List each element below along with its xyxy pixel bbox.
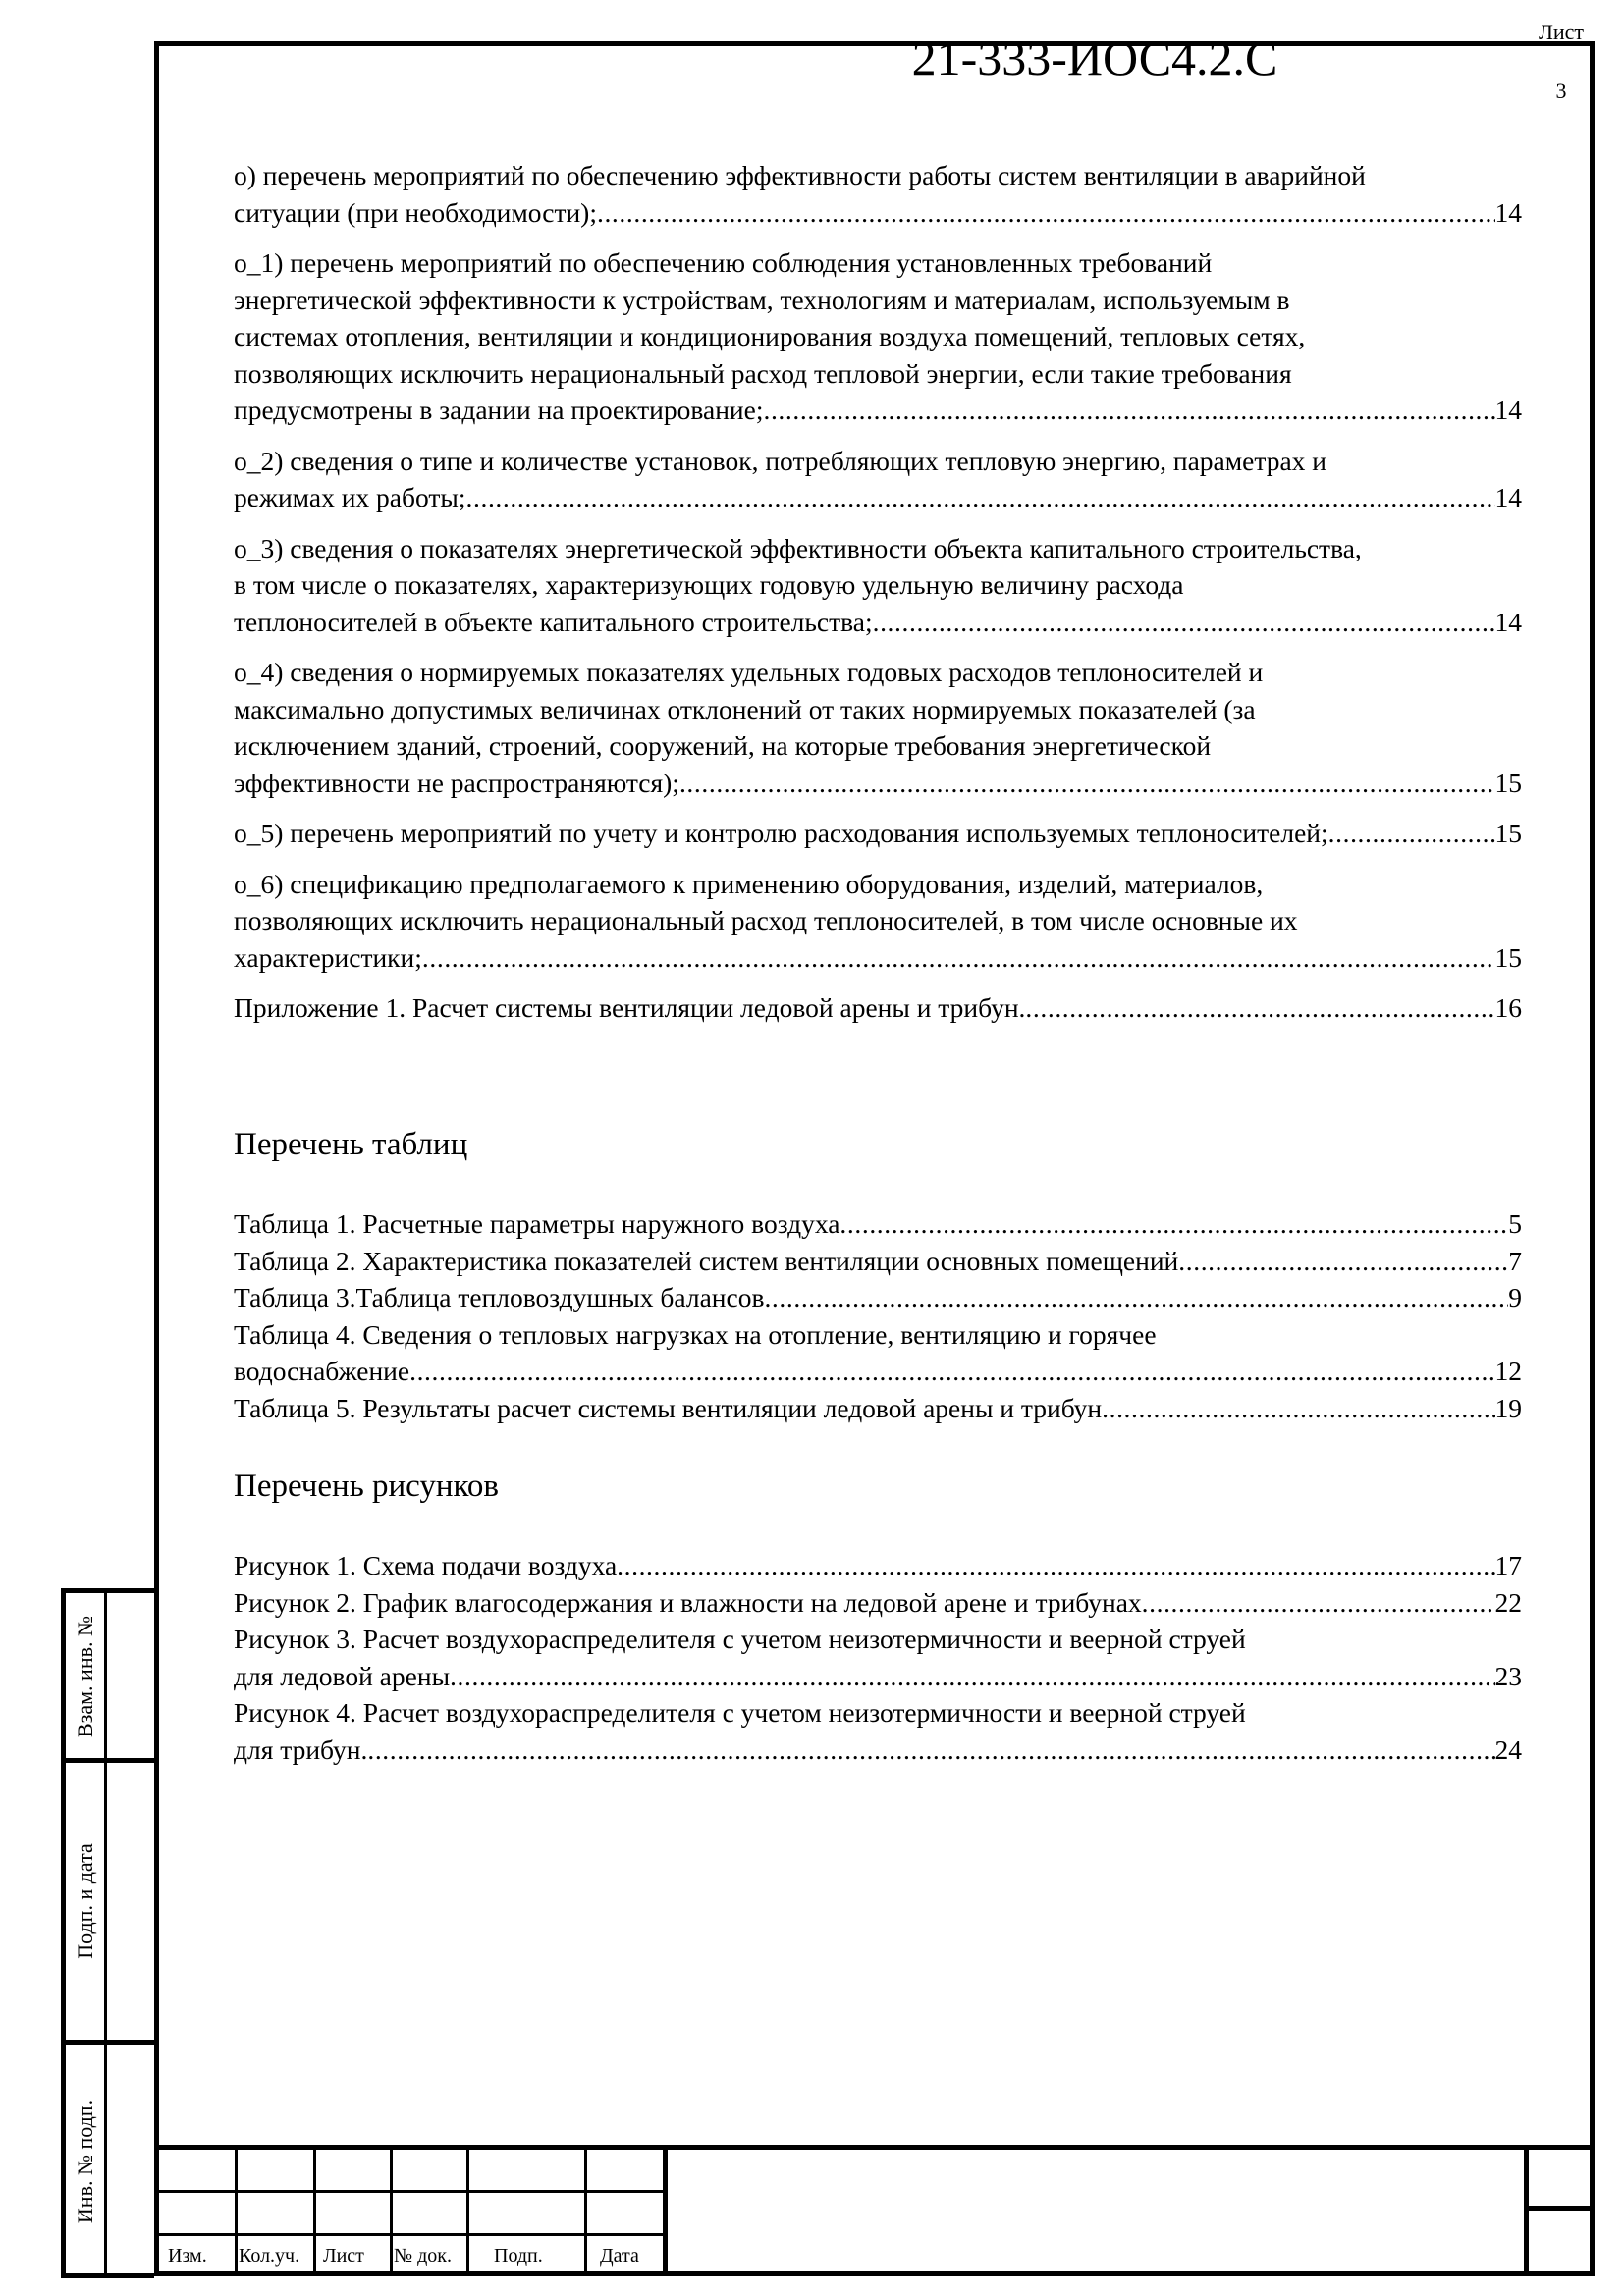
leader-dots — [679, 765, 1495, 802]
table-entry — [234, 1243, 1522, 1280]
toc-entry-title: о_5) перечень мероприятий по учету и контролю расходования используемых теплоносителей; — [234, 818, 1328, 848]
leader-dots — [839, 1205, 1508, 1243]
toc-entry-title: ситуации (при необходимости); — [234, 196, 597, 228]
table-entry — [234, 1205, 1522, 1243]
leader-dots — [1142, 1584, 1495, 1622]
leader-dots — [422, 939, 1495, 977]
table-entry-line: Таблица 4. Сведения о тепловых нагрузках на отопление, вентиляцию и горячее — [234, 1318, 1157, 1350]
col-izm: Изм. — [168, 2245, 207, 2267]
toc-entry-page: 15 — [1494, 941, 1522, 973]
leader-dots — [466, 479, 1495, 516]
side-label-podp: Подп. и дата — [72, 1843, 97, 1959]
table-entry-title: Таблица 3.Таблица тепловоздушных балансов — [234, 1282, 765, 1312]
toc-entry-line: о_4) сведения о нормируемых показателях удельных годовых расходов теплоносителей и — [234, 657, 1264, 687]
toc-entry — [234, 530, 1522, 641]
leader-dots — [597, 194, 1495, 232]
toc-entry-line: о_2) сведения о типе и количестве установок, потребляющих тепловую энергию, параметрах и — [234, 445, 1327, 476]
toc-entry-page: 16 — [1494, 992, 1522, 1023]
leader-dots — [409, 1353, 1494, 1390]
col-kolu: Кол.уч. — [239, 2245, 300, 2267]
toc-entry-line: исключением зданий, строений, сооружений, на которые требования энергетической — [234, 730, 1212, 761]
toc-entry-page: 14 — [1494, 606, 1522, 637]
side-cell-vzam — [66, 1593, 154, 1760]
figure-entry-title: Рисунок 2. График влагосодержания и влажности на ледовой арене и трибунах — [234, 1586, 1142, 1618]
table-entry-title: Таблица 1. Расчетные параметры наружного воздуха — [234, 1208, 840, 1239]
toc-entry-line: о) перечень мероприятий по обеспечению эффективности работы систем вентиляции в аварийной — [234, 160, 1366, 190]
figure-entry-line: Рисунок 3. Расчет воздухораспределителя с учетом неизотермичности и веерной струей — [234, 1624, 1246, 1654]
toc-entry-page: 14 — [1494, 395, 1522, 425]
figure-entry-line: Рисунок 4. Расчет воздухораспределителя с учетом неизотермичности и веерной струей — [234, 1697, 1246, 1728]
figure-entry — [234, 1621, 1522, 1694]
sheet-number: 3 — [1555, 79, 1567, 103]
leader-dots — [1102, 1390, 1494, 1427]
toc-entry — [234, 815, 1522, 852]
figure-entry-title: для ледовой арены — [234, 1660, 451, 1691]
toc-entry-title: теплоносителей в объекте капитального строительства; — [234, 606, 873, 637]
table-entry-title: водоснабжение — [234, 1356, 410, 1386]
toc-entry-line: системах отопления, вентиляции и кондиционирования воздуха помещений, тепловых сетях, — [234, 321, 1306, 351]
toc-entry-line: о_3) сведения о показателях энергетической эффективности объекта капитального строительства, — [234, 532, 1362, 563]
toc-entry-line: о_6) спецификацию предполагаемого к применению оборудования, изделий, материалов, — [234, 868, 1264, 899]
toc-entry — [234, 443, 1522, 516]
toc-entry — [234, 244, 1522, 429]
toc-entry-page: 14 — [1494, 196, 1522, 228]
leader-dots — [450, 1658, 1494, 1695]
toc-entry — [234, 989, 1522, 1027]
table-entry-page: 19 — [1494, 1392, 1522, 1423]
col-list: Лист — [323, 2245, 364, 2267]
table-entry — [234, 1390, 1522, 1427]
document-code: 21-333-ИОС4.2.С — [911, 30, 1278, 85]
col-ndok: № док. — [394, 2245, 452, 2267]
figure-entry-page: 24 — [1494, 1734, 1522, 1765]
toc-entry-title: режимах их работы; — [234, 482, 466, 512]
table-entry — [234, 1279, 1522, 1316]
toc-entry-line: в том числе о показателях, характеризующих годовую удельную величину расхода — [234, 569, 1184, 600]
figure-entry — [234, 1547, 1522, 1584]
toc-entry — [234, 866, 1522, 977]
toc-entry-page: 15 — [1494, 767, 1522, 798]
figure-entry — [234, 1694, 1522, 1768]
table-entry-page: 12 — [1494, 1356, 1522, 1386]
table-entry-page: 9 — [1508, 1282, 1522, 1312]
toc-entry-title: Приложение 1. Расчет системы вентиляции ледовой арены и трибун. — [234, 992, 1026, 1023]
leader-dots — [1178, 1243, 1508, 1280]
figure-entry — [234, 1584, 1522, 1622]
figures-list — [234, 1547, 1522, 1768]
leader-dots — [763, 392, 1494, 429]
leader-dots — [1328, 815, 1495, 852]
figure-entry-page: 17 — [1494, 1550, 1522, 1580]
table-entry — [234, 1316, 1522, 1390]
col-podp: Подп. — [494, 2245, 543, 2267]
figure-entry-page: 23 — [1494, 1660, 1522, 1691]
figure-entry-page: 22 — [1494, 1586, 1522, 1618]
table-entry-title: Таблица 2. Характеристика показателей систем вентиляции основных помещений — [234, 1245, 1179, 1276]
side-cell-podp — [66, 1763, 154, 2040]
toc-entry-line: позволяющих исключить нерациональный расход теплоносителей, в том числе основные их — [234, 905, 1298, 935]
col-data: Дата — [600, 2245, 639, 2267]
tables-heading: Перечень таблиц — [234, 1127, 468, 1162]
toc-entry-title: эффективности не распространяются); — [234, 767, 679, 798]
table-entry-page: 7 — [1508, 1245, 1522, 1276]
toc-entry — [234, 157, 1522, 231]
table-entry-title: Таблица 5. Результаты расчет системы вентиляции ледовой арены и трибун — [234, 1392, 1103, 1423]
toc-entry-title: характеристики; — [234, 941, 422, 973]
leader-dots — [1025, 989, 1494, 1027]
toc-entry-line: максимально допустимых величинах отклонений от таких нормируемых показателей (за — [234, 693, 1256, 724]
toc-entry-title: предусмотрены в задании на проектирование; — [234, 395, 764, 425]
figures-heading: Перечень рисунков — [234, 1468, 499, 1504]
tables-list — [234, 1205, 1522, 1426]
side-label-inv: Инв. № подп. — [72, 2099, 97, 2224]
side-cell-inv — [66, 2045, 154, 2278]
title-block — [154, 2145, 1595, 2276]
sheet-label: Лист — [1538, 20, 1585, 44]
side-strip — [61, 1588, 154, 2278]
toc-list — [234, 157, 1522, 1041]
leader-dots — [367, 1732, 1494, 1769]
toc-entry-line: о_1) перечень мероприятий по обеспечению соблюдения установленных требований — [234, 247, 1213, 278]
toc-entry-page: 15 — [1494, 818, 1522, 848]
toc-entry-page: 14 — [1494, 482, 1522, 512]
leader-dots — [873, 604, 1495, 641]
figure-entry-title: для трибун. — [234, 1734, 368, 1765]
leader-dots — [617, 1547, 1494, 1584]
leader-dots — [764, 1279, 1508, 1316]
side-label-vzam: Взам. инв. № — [72, 1616, 97, 1737]
figure-entry-title: Рисунок 1. Схема подачи воздуха — [234, 1550, 618, 1580]
toc-entry-line: энергетической эффективности к устройствам, технологиям и материалам, используемым в — [234, 284, 1290, 315]
toc-entry — [234, 654, 1522, 801]
toc-entry-line: позволяющих исключить нерациональный расход тепловой энергии, если такие требования — [234, 357, 1292, 389]
table-entry-page: 5 — [1508, 1208, 1522, 1239]
